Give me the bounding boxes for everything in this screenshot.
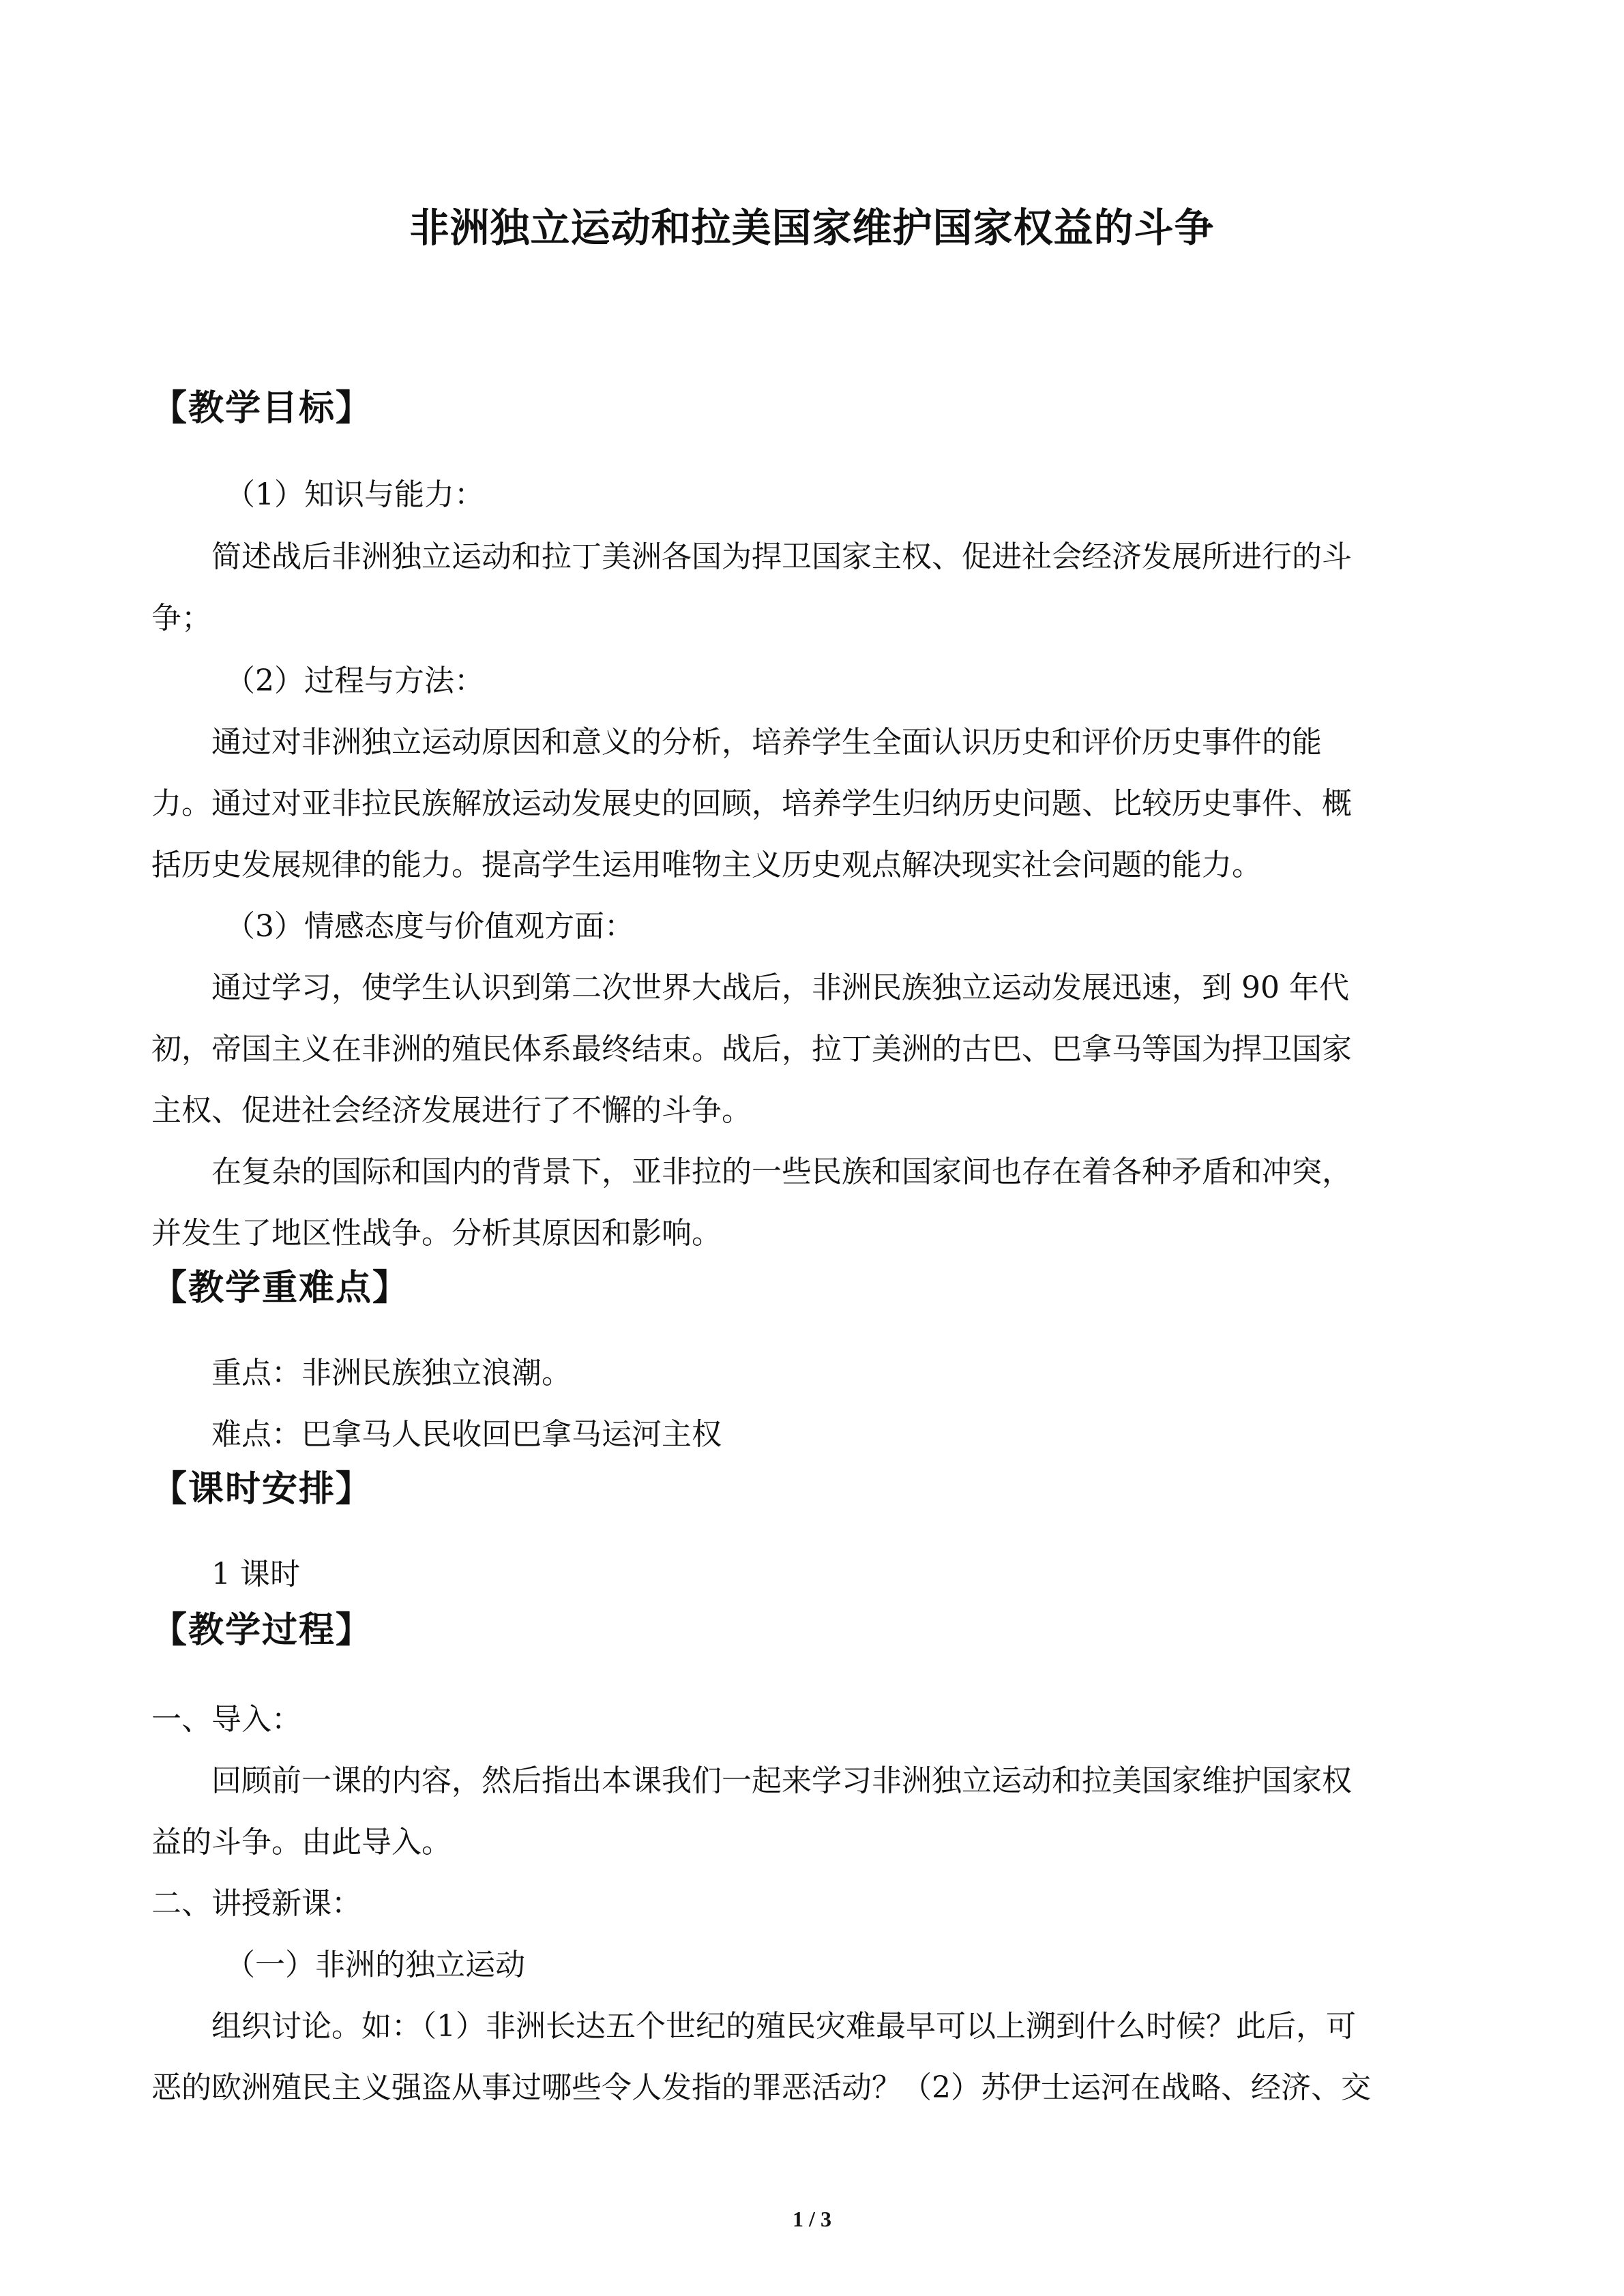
section-heading-objectives: 【教学目标】 <box>151 388 373 429</box>
objective-3-text: 通过学习，使学生认识到第二次世界大战后，非洲民族独立运动发展迅速，到 90 年代 <box>211 970 1349 1005</box>
objective-1-text: 简述战后非洲独立运动和拉丁美洲各国为捍卫国家主权、促进社会经济发展所进行的斗 <box>211 539 1352 574</box>
objective-3-label: （3）情感态度与价值观方面： <box>225 909 634 944</box>
page-title: 非洲独立运动和拉美国家维护国家权益的斗争 <box>409 205 1215 251</box>
page-number: 1 / 3 <box>793 2207 831 2231</box>
objective-2-text: 通过对非洲独立运动原因和意义的分析，培养学生全面认识历史和评价历史事件的能 <box>211 725 1322 760</box>
process-intro-text-cont: 益的斗争。由此导入。 <box>151 1825 452 1860</box>
section-heading-process: 【教学过程】 <box>151 1610 373 1651</box>
schedule-hours: 1 课时 <box>211 1557 300 1592</box>
process-intro-text: 回顾前一课的内容，然后指出本课我们一起来学习非洲独立运动和拉美国家维护国家权 <box>211 1763 1352 1798</box>
objective-3-text-cont: 初，帝国主义在非洲的殖民体系最终结束。战后，拉丁美洲的古巴、巴拿马等国为捍卫国家 <box>151 1032 1352 1067</box>
objective-3-text-para: 在复杂的国际和国内的背景下，亚非拉的一些民族和国家间也存在着各种矛盾和冲突， <box>211 1154 1352 1189</box>
objective-3-text-cont: 主权、促进社会经济发展进行了不懈的斗争。 <box>151 1093 752 1128</box>
section-heading-schedule: 【课时安排】 <box>151 1469 373 1510</box>
objective-1-label: （1）知识与能力： <box>225 477 484 512</box>
objective-2-label: （2）过程与方法： <box>225 664 484 698</box>
objective-2-text-cont: 括历史发展规律的能力。提高学生运用唯物主义历史观点解决现实社会问题的能力。 <box>151 848 1262 882</box>
process-discussion-text: 组织讨论。如：（1）非洲长达五个世纪的殖民灾难最早可以上溯到什么时候？此后，可 <box>211 2009 1356 2044</box>
process-discussion-text-cont: 恶的欧洲殖民主义强盗从事过哪些令人发指的罪恶活动？（2）苏伊士运河在战略、经济、交 <box>151 2070 1371 2105</box>
process-new-heading: 二、讲授新课： <box>151 1886 361 1921</box>
objective-2-text-cont: 力。通过对亚非拉民族解放运动发展史的回顾，培养学生归纳历史问题、比较历史事件、概 <box>151 786 1352 821</box>
process-intro-heading: 一、导入： <box>151 1702 301 1737</box>
process-subheading-africa: （一）非洲的独立运动 <box>225 1948 525 1982</box>
section-heading-key-points: 【教学重难点】 <box>151 1268 410 1309</box>
objective-1-text-cont: 争； <box>151 601 211 636</box>
key-point-focus: 重点：非洲民族独立浪潮。 <box>211 1356 572 1390</box>
key-point-difficulty: 难点：巴拿马人民收回巴拿马运河主权 <box>211 1417 722 1452</box>
objective-3-text-cont: 并发生了地区性战争。分析其原因和影响。 <box>151 1216 722 1251</box>
